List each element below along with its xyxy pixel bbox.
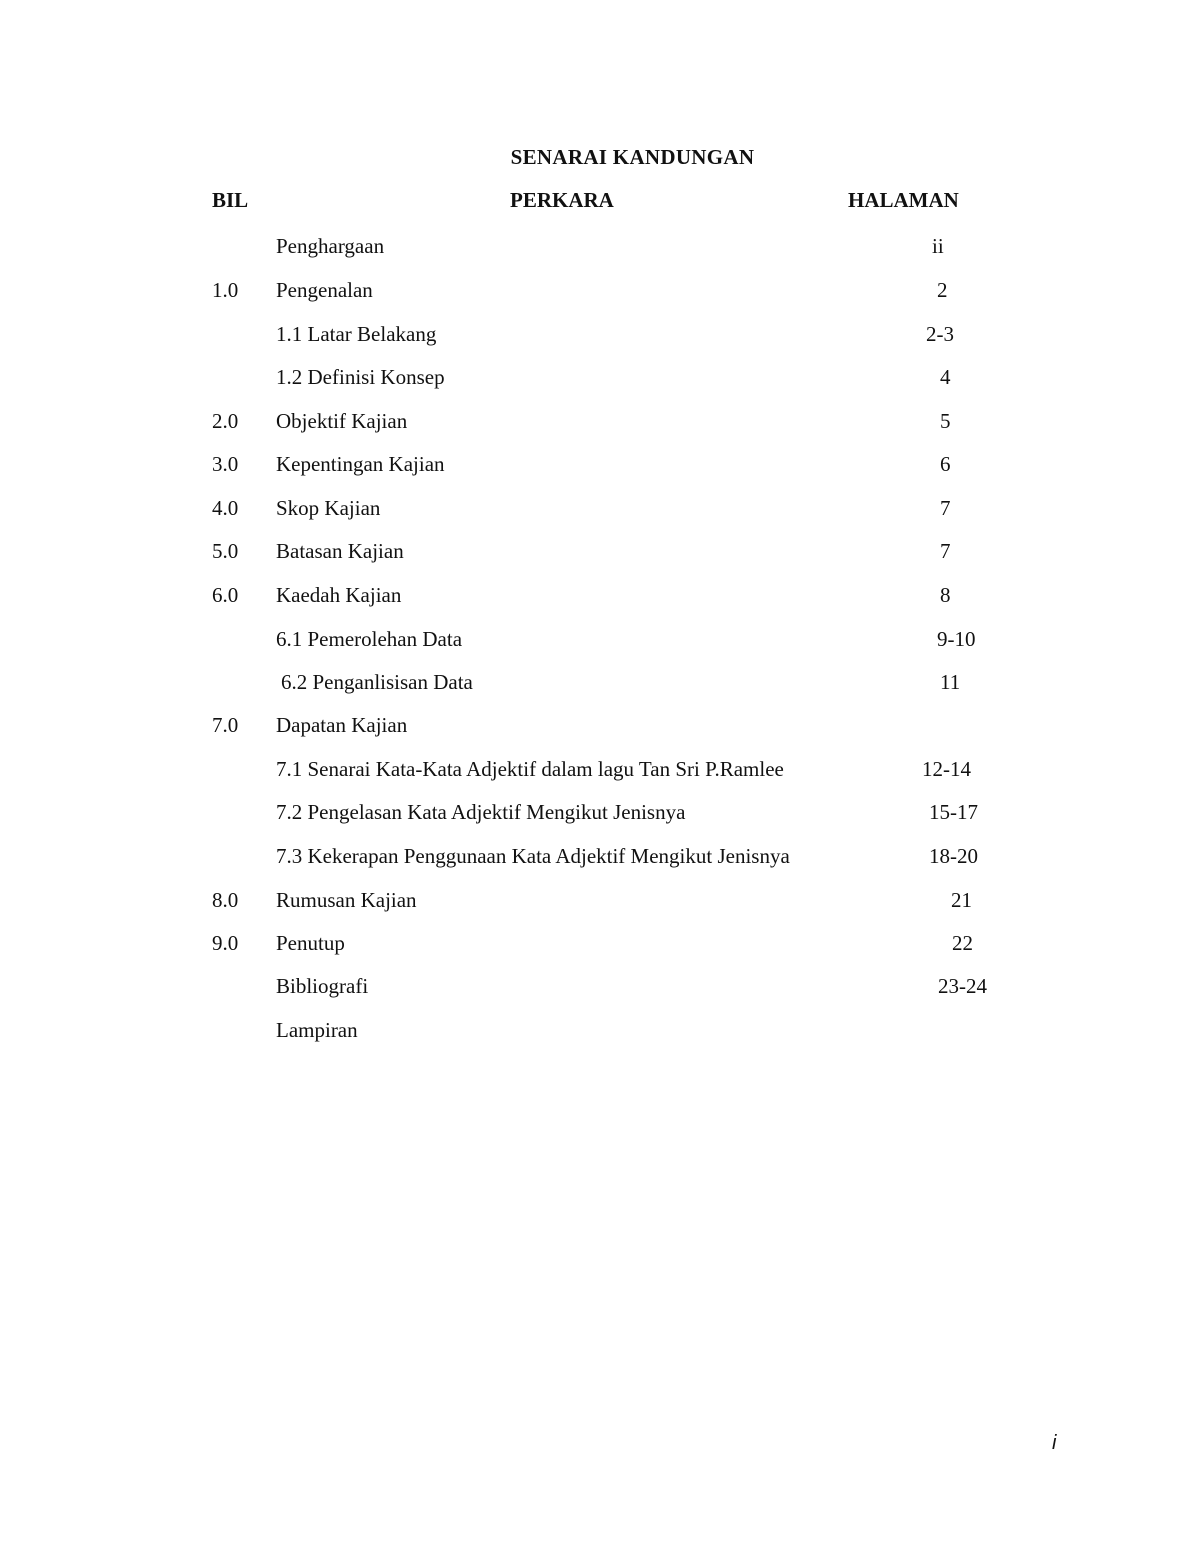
toc-page-number: 15-17 xyxy=(929,800,978,824)
toc-bil: 6.0 xyxy=(212,583,239,607)
toc-page-number: 12-14 xyxy=(922,757,971,781)
toc-row xyxy=(0,319,1200,349)
toc-row xyxy=(0,667,1200,697)
toc-title: 1.2 Definisi Konsep xyxy=(276,365,445,389)
toc-page-number: 2-3 xyxy=(926,322,954,346)
toc-row xyxy=(0,275,1200,305)
toc-row xyxy=(0,928,1200,958)
toc-page-number: 21 xyxy=(951,888,972,912)
toc-page-number: 18-20 xyxy=(929,844,978,868)
toc-page-number: 4 xyxy=(940,365,951,389)
toc-bil: 5.0 xyxy=(212,539,239,563)
toc-title: Lampiran xyxy=(276,1018,358,1042)
toc-title: 6.1 Pemerolehan Data xyxy=(276,627,463,651)
toc-page-number: 5 xyxy=(940,409,951,433)
toc-title: Penghargaan xyxy=(276,234,385,258)
toc-row xyxy=(0,1015,1200,1045)
toc-row xyxy=(0,710,1200,740)
toc-page-number: 8 xyxy=(940,583,951,607)
toc-title: 7.2 Pengelasan Kata Adjektif Mengikut Jenisnya xyxy=(276,800,686,824)
toc-bil: 2.0 xyxy=(212,409,239,433)
footer-page-number: i xyxy=(1052,1432,1057,1454)
toc-row xyxy=(0,536,1200,566)
toc-title: Kepentingan Kajian xyxy=(276,452,445,476)
toc-title: Objektif Kajian xyxy=(276,409,408,433)
toc-row xyxy=(0,449,1200,479)
toc-page-number: 2 xyxy=(937,278,948,302)
toc-row xyxy=(0,624,1200,654)
toc-row xyxy=(0,231,1200,261)
toc-page-number: ii xyxy=(932,234,944,258)
toc-title: Bibliografi xyxy=(276,974,369,998)
toc-title: 6.2 Penganlisisan Data xyxy=(281,670,473,694)
toc-title: Skop Kajian xyxy=(276,496,381,520)
toc-title: Rumusan Kajian xyxy=(276,888,417,912)
column-header-halaman: HALAMAN xyxy=(848,188,959,212)
toc-title: Pengenalan xyxy=(276,278,373,302)
toc-row xyxy=(0,971,1200,1001)
toc-row xyxy=(0,797,1200,827)
column-header-perkara: PERKARA xyxy=(510,188,614,212)
toc-bil: 9.0 xyxy=(212,931,239,955)
toc-row xyxy=(0,841,1200,871)
toc-page-number: 9-10 xyxy=(937,627,976,651)
toc-row xyxy=(0,580,1200,610)
toc-page-number: 7 xyxy=(940,539,951,563)
toc-bil: 7.0 xyxy=(212,713,239,737)
toc-title: 1.1 Latar Belakang xyxy=(276,322,437,346)
toc-page-number: 6 xyxy=(940,452,951,476)
toc-page-number: 23-24 xyxy=(938,974,987,998)
column-header-bil: BIL xyxy=(212,188,249,212)
toc-bil: 4.0 xyxy=(212,496,239,520)
toc-bil: 8.0 xyxy=(212,888,239,912)
toc-page-number: 11 xyxy=(940,670,961,694)
toc-row xyxy=(0,754,1200,784)
toc-title: 7.3 Kekerapan Penggunaan Kata Adjektif Mengikut Jenisnya xyxy=(276,844,790,868)
toc-row xyxy=(0,493,1200,523)
toc-page-number: 7 xyxy=(940,496,951,520)
page-title: SENARAI KANDUNGAN xyxy=(510,145,755,169)
toc-row xyxy=(0,362,1200,392)
toc-title: Kaedah Kajian xyxy=(276,583,402,607)
toc-title: 7.1 Senarai Kata-Kata Adjektif dalam lagu Tan Sri P.Ramlee xyxy=(276,757,784,781)
toc-page-number: 22 xyxy=(952,931,973,955)
toc-title: Dapatan Kajian xyxy=(276,713,408,737)
toc-bil: 3.0 xyxy=(212,452,239,476)
toc-title: Penutup xyxy=(276,931,345,955)
toc-bil: 1.0 xyxy=(212,278,239,302)
toc-row xyxy=(0,406,1200,436)
toc-title: Batasan Kajian xyxy=(276,539,404,563)
toc-row xyxy=(0,885,1200,915)
